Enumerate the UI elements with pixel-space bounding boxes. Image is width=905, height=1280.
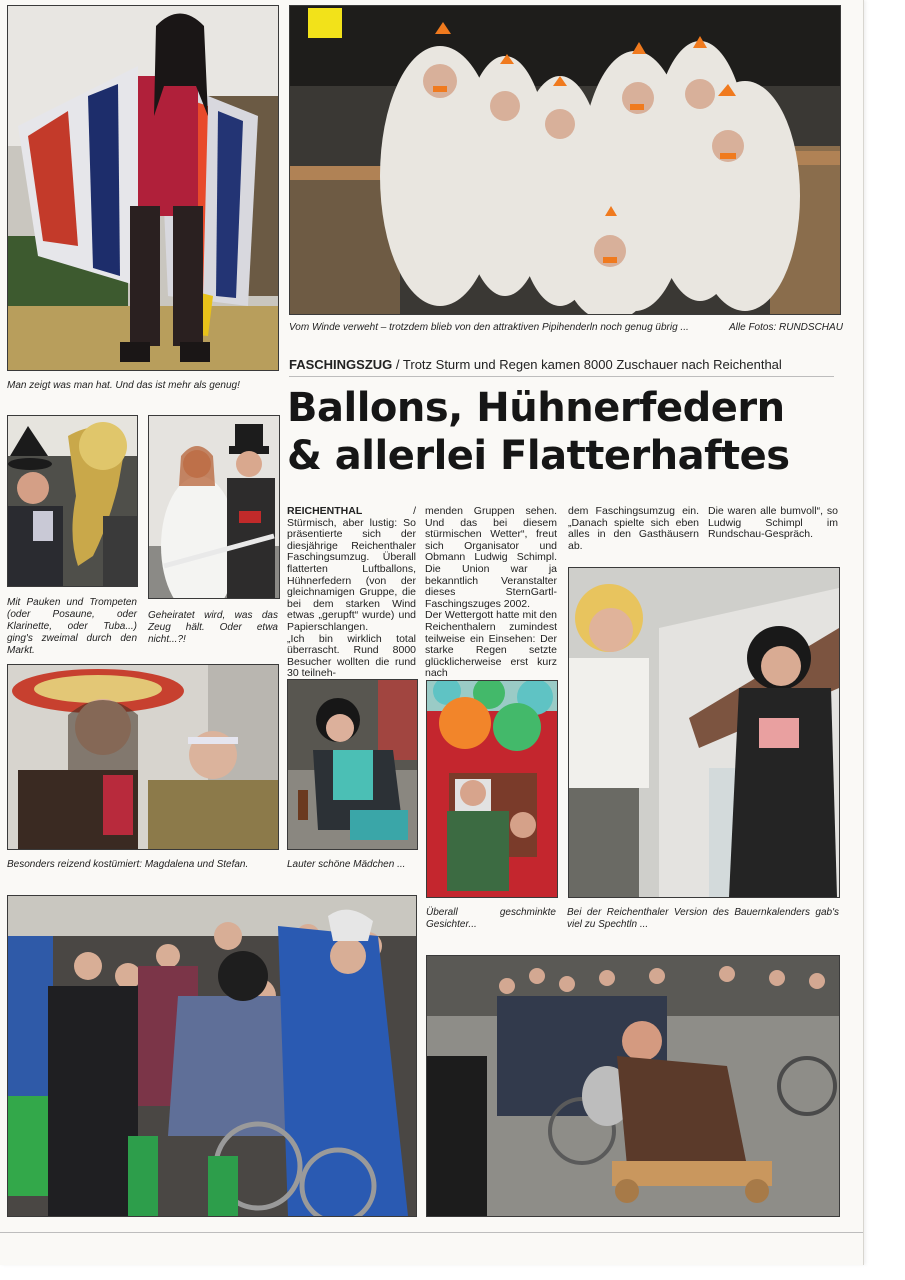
article-paragraph: menden Gruppen sehen. Und das bei diesem stürmischen Wetter“, freut sich Organisator und Obmann Ludwig Schimpl. Die Union war ja bekanntlich Veranstalter dieses SternGartl-Faschingszuges 2002. [425,505,557,610]
caption-chickens: Vom Winde verweht – trotzdem blieb von den attraktiven Pipihenderln noch genug übrig ... [289,322,689,333]
caption-woman-cape: Man zeigt was man hat. Und das ist mehr als genug! [7,380,240,391]
article-dateline: REICHENTHAL [287,505,363,517]
photo-credit: Alle Fotos: RUNDSCHAU [729,322,843,333]
headline [287,384,832,480]
headline-line-1: Ballons, Hühnerfedern [287,385,785,431]
photo-woman-cape-image [8,6,278,370]
rubrik-separator: / [392,357,403,372]
section-rubrik [289,357,829,373]
photo-woman-cape [7,5,279,371]
photo-chicken-costumes [289,5,841,315]
photo-farmer-calendar [568,567,840,898]
photo-chicken-costumes-image [290,6,840,314]
article-paragraph: „Ich bin wirklich total überrascht. Rund 8000 Besucher wollten die rund 30 teilneh- [287,632,416,680]
photo-girls-image [288,680,417,849]
photo-wooden-cart-image [427,956,839,1216]
photo-farmer-calendar-image [569,568,839,897]
caption-wedding: Geheiratet wird, was das Zeug hält. Oder etwa nicht...?! [148,610,278,645]
photo-kids [7,664,279,850]
article-text: / Stürmisch, aber lustig: So präsentierte sich der diesjährige Reichenthaler Faschingsumzug. Überall flatterten Luftballons, Hühnerfedern (von der gleichnamigen Gruppe, die bei dem starken Wind etwas „gerupft“ wurde) und Papierschlangen. [287,505,416,633]
photo-kids-image [8,665,278,849]
photo-wedding [148,415,280,599]
photo-wooden-cart [426,955,840,1217]
photo-crowd-wheelchair [7,895,417,1217]
article-column-4 [708,506,838,541]
photo-balloons [426,680,558,898]
photo-crowd-wheelchair-image [8,896,416,1216]
rubrik-text: Trotz Sturm und Regen kamen 8000 Zuschauer nach Reichenthal [402,357,782,372]
caption-girls: Lauter schöne Mädchen ... [287,859,406,870]
photo-band [7,415,138,587]
rubrik-label: FASCHINGSZUG [289,357,393,372]
article-paragraph: Der Wettergott hatte mit den Reichenthalern zumindest teilweise ein Einsehen: Der starke Regen setzte glücklicherweise erst kurz nach [425,609,557,680]
headline-line-2: & allerlei Flatterhaftes [287,433,790,479]
caption-band: Mit Pauken und Trompeten (oder Posaune, oder Klarinette, oder Tuba...) ging's zweimal durch den Markt. [7,597,137,656]
article-paragraph: Die waren alle bumvoll“, so Ludwig Schimpl im Rundschau-Gespräch. [708,505,838,541]
article-column-2 [425,506,557,680]
caption-kids: Besonders reizend kostümiert: Magdalena und Stefan. [7,859,249,870]
photo-wedding-image [149,416,279,598]
caption-farmer: Bei der Reichenthaler Version des Bauernkalenders gab's viel zu Spechtln ... [567,907,839,930]
photo-band-image [8,416,137,586]
photo-girls [287,679,418,850]
photo-balloons-image [427,681,557,897]
article-column-1 [287,506,416,680]
rubrik-divider [289,376,834,377]
article-paragraph [287,506,416,634]
article-column-3 [568,506,699,552]
caption-balloons: Überall geschminkte Gesichter... [426,907,556,930]
article-paragraph: dem Faschingsumzug ein. „Danach spielte sich eben alles in den Gasthäusern ab. [568,505,699,552]
bottom-rule [0,1232,863,1233]
